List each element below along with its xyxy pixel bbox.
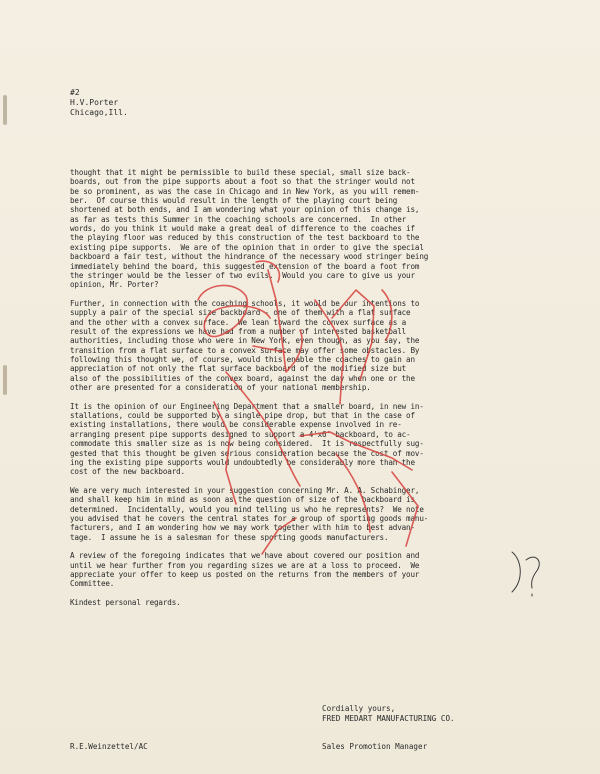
body-line: thought that it might be permissible to build these special, small size back-: [70, 168, 411, 177]
body-line: you advised that he covers the central states for a group of sporting goods manu-: [70, 514, 429, 523]
body-line: arranging present pipe supports designed to support a 4'x6' backboard, to ac-: [70, 429, 411, 439]
body-line: Further, in connection with the coaching schools, it would be our intentions to: [70, 298, 420, 308]
body-line: other are presented for a consideration of your national membership.: [70, 383, 371, 392]
body-line: boards, out from the pipe supports about a foot so that the stringer would not: [70, 177, 415, 187]
body-line: appreciate your offer to keep us posted on the returns from the members of your: [70, 570, 420, 579]
body-line: until we hear further from you regarding sizes we are at a loss to proceed. We: [70, 560, 420, 570]
body-line: and shall keep him in mind as soon as the question of size of the backboard is: [70, 495, 415, 505]
closing-company: FRED MEDART MANUFACTURING CO.: [322, 714, 455, 723]
body-line: cost of the new backboard.: [70, 467, 185, 477]
signer-title: Sales Promotion Manager: [322, 742, 428, 751]
body-line: Kindest personal regards.: [70, 598, 181, 608]
body-line: transition from a flat surface to a convex surface may offer some obstacles. By: [70, 345, 420, 355]
body-line: the playing floor was reduced by this construction of the test backboard to the: [70, 233, 420, 243]
body-line: authorities, including those who were in New York, even though, as you say, the: [70, 336, 420, 346]
body-line: also of the possibilities of the convex board, against the day when one or the: [70, 373, 415, 383]
body-line: gested that this thought be given serious consideration because the cost of mov-: [70, 448, 424, 458]
body-line: shortened at both ends, and I am wondering what your opinion of this change is,: [70, 205, 420, 215]
body-line: supply a pair of the special size backboard - one of them with a flat surface: [70, 308, 411, 318]
body-line: following this thought we, of course, would this enable the coaches to gain an: [70, 355, 415, 364]
body-line: as far as tests this Summer in the coaching schools are concerned. In other: [70, 214, 407, 224]
body-line: We are very much interested in your suggestion concerning Mr. A. A. Schabinger,: [70, 485, 420, 495]
staple-mark: [3, 365, 7, 395]
body-line: determined. Incidentally, would you mind telling us who he represents? We note: [70, 504, 424, 514]
body-line: stallations, could be supported by a single pipe drop, but that in the case of: [70, 411, 415, 421]
typist-initials: R.E.Weinzettel/AC: [70, 742, 148, 751]
body-line: result of the expressions we have had from a number of interested basketball: [70, 326, 407, 336]
body-line: Committee.: [70, 579, 115, 589]
body-line: words, do you think it would make a great deal of difference to the coaches if: [70, 224, 415, 234]
body-line: opinion, Mr. Porter?: [70, 280, 159, 290]
closing-salutation: Cordially yours,: [322, 704, 396, 713]
body-line: commodate this smaller size as is now being considered. It is respectfully sug-: [70, 439, 424, 449]
staple-mark: [3, 95, 7, 125]
body-line: It is the opinion of our Engineering Department that a smaller board, in new in-: [70, 401, 424, 411]
body-line: the stringer would be the lesser of two evils. Would you care to give us your: [70, 270, 415, 280]
page-number: #2: [70, 88, 80, 97]
body-line: be so prominent, as was the case in Chicago and in New York, as you will remem-: [70, 186, 420, 196]
recipient-city: Chicago,Ill.: [70, 108, 128, 117]
pencil-bracket: [512, 552, 520, 592]
body-line: appreciation of not only the flat surface backboard of the modified size but: [70, 364, 407, 374]
body-line: immediately behind the board, this suggested extension of the board a foot from: [70, 261, 420, 271]
body-line: tage. I assume he is a salesman for these sporting goods manufacturers.: [70, 532, 389, 542]
body-line: facturers, and I am wondering how we may work together with him to best advan-: [70, 523, 415, 533]
pencil-question-mark: [526, 557, 539, 596]
body-line: A review of the foregoing indicates that we have about covered our position and: [70, 551, 420, 561]
body-line: existing installations, there would be considerable expense involved in re-: [70, 420, 402, 430]
body-line: ing the existing pipe supports would undoubtedly be considerably more than the: [70, 457, 415, 467]
body-line: existing pipe supports. We are of the opinion that in order to give the special: [70, 242, 424, 252]
recipient-name: H.V.Porter: [70, 98, 119, 107]
body-line: and the other with a convex surface. We lean toward the convex surface as a: [70, 317, 407, 327]
body-line: backboard a fair test, without the hindrance of the necessary wood stringer being: [70, 252, 429, 262]
body-line: ber. Of course this would result in the length of the playing court being: [70, 196, 398, 206]
